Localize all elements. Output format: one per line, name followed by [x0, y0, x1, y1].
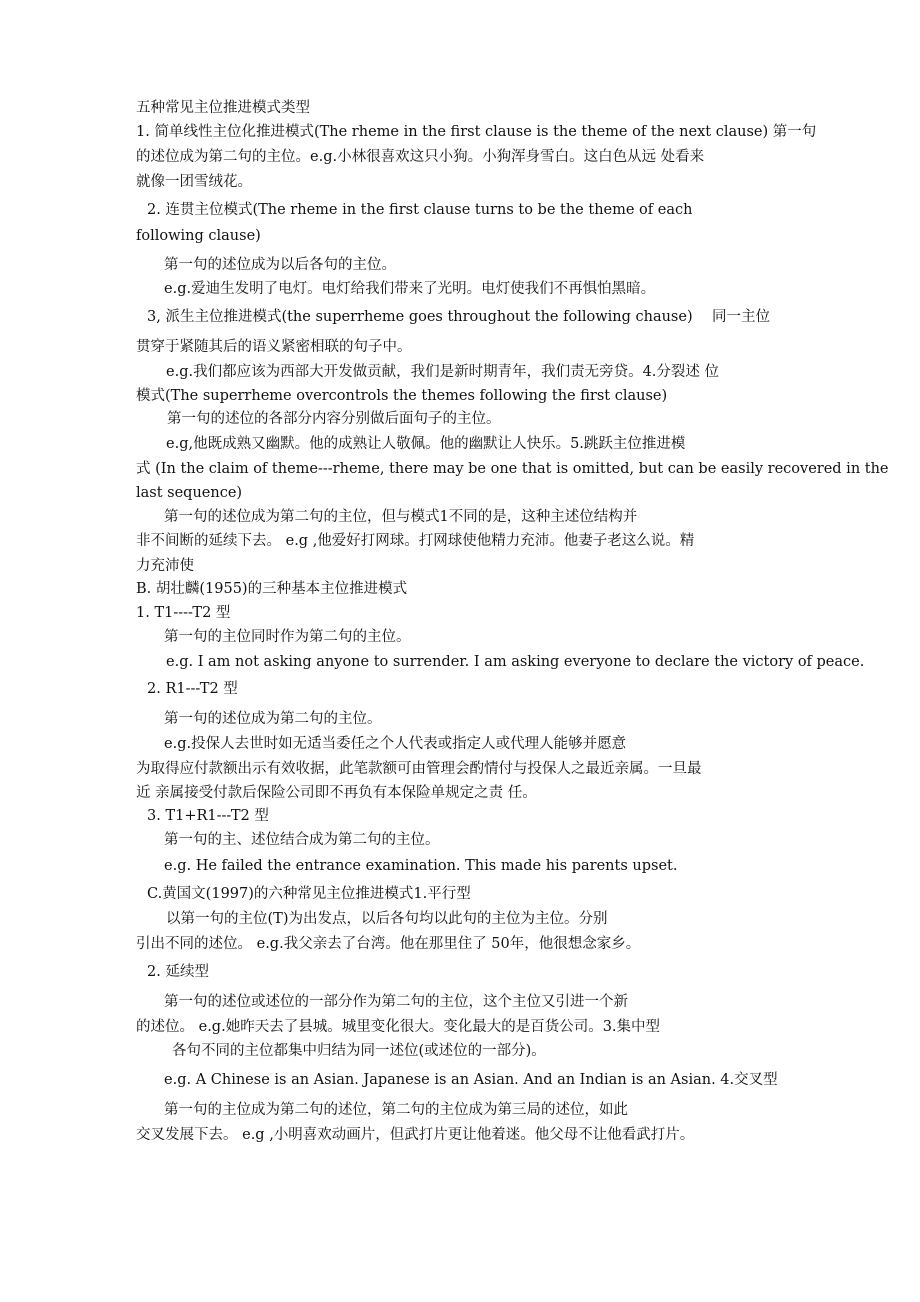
text-line: 模式(The superrheme overcontrols the themes following the first clause)	[136, 388, 668, 404]
text-line: 第一句的述位的各部分内容分别做后面句子的主位。	[167, 411, 501, 427]
heading-section-b: B. 胡壮麟(1955)的三种基本主位推进模式	[136, 581, 408, 597]
heading-five-patterns: 五种常见主位推进模式类型	[136, 100, 310, 116]
text-line: 第一句的述位成为第二句的主位。	[164, 711, 382, 727]
text-line: 为取得应付款额出示有效收据，此笔款额可由管理会酌情付与投保人之最近亲属。一旦最	[136, 761, 702, 777]
example-line: 引出不同的述位。 e.g.我父亲去了台湾。他在那里住了 50年，他很想念家乡。	[136, 936, 641, 952]
item-b3: 3. T1+R1---T2 型	[147, 808, 269, 824]
example-line: e.g.投保人去世时如无适当委任之个人代表或指定人或代理人能够并愿意	[164, 736, 627, 752]
text-line: 的述位成为第二句的主位。e.g.小林很喜欢这只小狗。小狗浑身雪白。这白色从远 处看来	[136, 149, 705, 165]
item-b2: 2. R1---T2 型	[147, 681, 238, 697]
text-line: 贯穿于紧随其后的语义紧密相联的句子中。	[136, 339, 412, 355]
item-c2: 2. 延续型	[147, 964, 209, 980]
example-line: e.g,他既成熟又幽默。他的成熟让人敬佩。他的幽默让人快乐。5.跳跃主位推进模	[166, 436, 686, 452]
text-line: 近 亲属接受付款后保险公司即不再负有本保险单规定之责 任。	[136, 785, 537, 801]
example-line: 非不间断的延续下去。 e.g ,他爱好打网球。打网球使他精力充沛。他妻子老这么说。精	[136, 533, 695, 549]
example-line: e.g. I am not asking anyone to surrender. I am asking everyone to declare the victory of peace.	[166, 654, 865, 670]
text-line: 第一句的述位成为以后各句的主位。	[164, 257, 396, 273]
item-1-simple-linear: 1. 简单线性主位化推进模式(The rheme in the first clause is the theme of the next clause) 第一句	[136, 124, 817, 140]
text-line: last sequence)	[136, 485, 243, 501]
text-line: 以第一句的主位(T)为出发点，以后各句均以此句的主位为主位。分别	[166, 911, 608, 927]
text-line: 第一句的主、述位结合成为第二句的主位。	[164, 832, 440, 848]
text-line: following clause)	[136, 228, 261, 244]
example-line: e.g.我们都应该为西部大开发做贡献，我们是新时期青年，我们责无旁贷。4.分裂述 位	[166, 364, 720, 380]
text-line: 第一句的主位同时作为第二句的主位。	[164, 629, 411, 645]
text-line: 式 (In the claim of theme---rheme, there may be one that is omitted, but can be easily recovered in the	[136, 461, 889, 477]
text-line: 各句不同的主位都集中归结为同一述位(或述位的一部分)。	[172, 1043, 546, 1059]
item-3-derived: 3, 派生主位推进模式(the superrheme goes throughout the following chause)	[147, 309, 693, 325]
item-b1: 1. T1----T2 型	[136, 605, 231, 621]
example-line: e.g. He failed the entrance examination. This made his parents upset.	[164, 858, 678, 874]
text-line: 第一句的述位或述位的一部分作为第二句的主位，这个主位又引进一个新	[164, 994, 628, 1010]
example-line: e.g. A Chinese is an Asian. Japanese is an Asian. And an Indian is an Asian. 4.交叉型	[164, 1072, 778, 1088]
example-line: 交叉发展下去。 e.g ,小明喜欢动画片，但武打片更让他着迷。他父母不让他看武打片。	[136, 1127, 695, 1143]
text-line: 同一主位	[712, 309, 770, 325]
text-line: 就像一团雪绒花。	[136, 174, 252, 190]
text-line: 第一句的述位成为第二句的主位，但与模式1不同的是，这种主述位结构并	[164, 509, 638, 525]
example-line: 的述位。 e.g.她昨天去了县城。城里变化很大。变化最大的是百货公司。3.集中型	[136, 1019, 661, 1035]
text-line: 第一句的主位成为第二句的述位，第二句的主位成为第三局的述位，如此	[164, 1102, 628, 1118]
example-line: e.g.爱迪生发明了电灯。电灯给我们带来了光明。电灯使我们不再惧怕黑暗。	[164, 281, 656, 297]
item-2-continuous: 2. 连贯主位模式(The rheme in the first clause turns to be the theme of each	[147, 202, 693, 218]
heading-section-c: C.黄国文(1997)的六种常见主位推进模式1.平行型	[147, 886, 471, 902]
text-line: 力充沛使	[136, 558, 194, 574]
